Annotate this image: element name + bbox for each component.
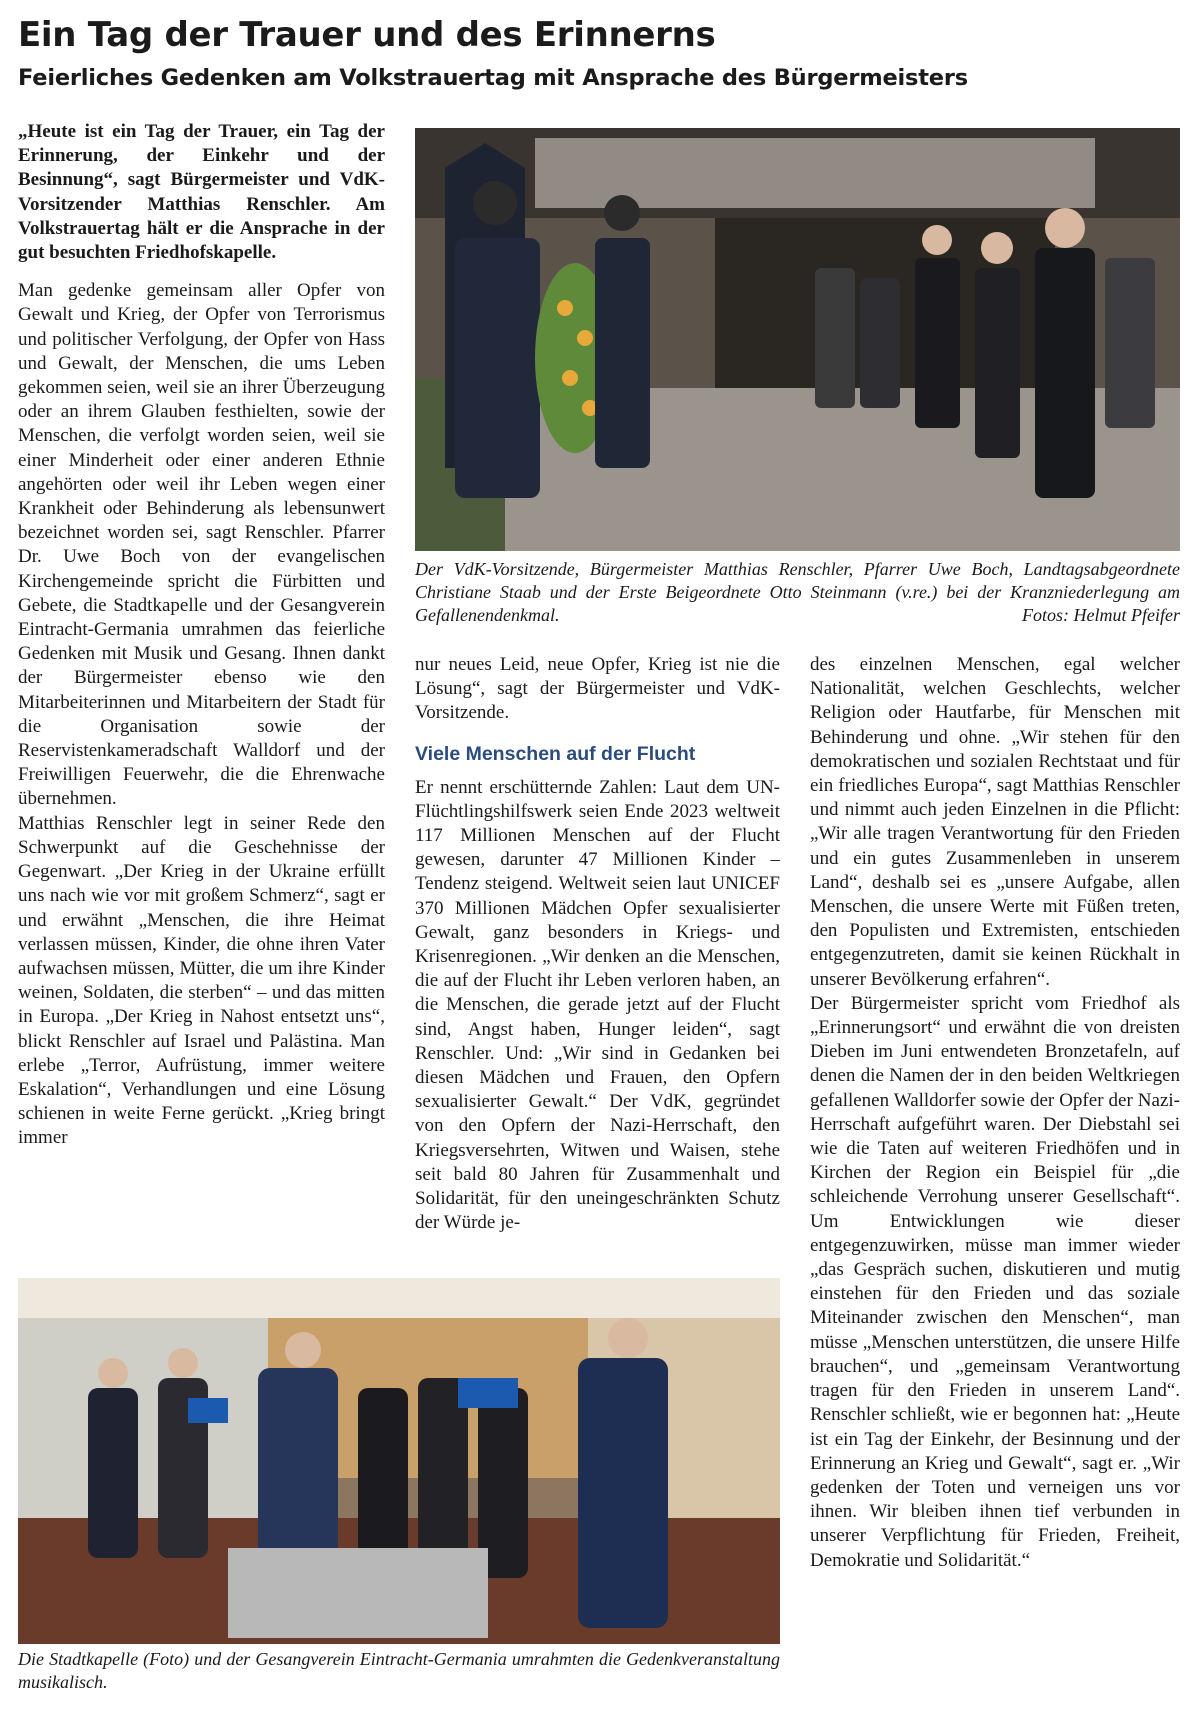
headline: Ein Tag der Trauer und des Erinnerns: [18, 15, 716, 55]
photo-caption-bottom: Die Stadtkapelle (Foto) und der Gesangverein Eintracht-Germania umrahmten die Gedenkveranstaltung musikalisch.: [18, 1649, 780, 1692]
body-paragraph: Er nennt erschütternde Zahlen: Laut dem UN-Flüchtlingshilfswerk seien Ende 2023 weltweit 117 Millionen Menschen auf der Flucht gewesen, darunter 47 Millionen Kinder – Tendenz steigend. Weltweit seien laut UNICEF 370 Millionen Mädchen Opfer sexualisierter Gewalt, ganz besonders in Kriegs- und Krisenregionen. „Wir denken an die Menschen, die auf der Flucht ihr Leben verloren haben, an die Menschen, die gerade jetzt auf der Flucht sind, Angst haben, Hunger leiden“, sagt Renschler. Und: „Wir sind in Gedanken bei diesen Mädchen und Frauen, den Opfern sexualisierter Gewalt.“ Der VdK, gegründet von den Opfern der Nazi-Herrschaft, den Kriegsversehrten, Witwen und Waisen, stehe seit bald 80 Jahren für Zusammenhalt und Solidarität, für den uneingeschränkten Schutz der Würde je-: [415, 776, 780, 1234]
body-paragraph: Man gedenke gemeinsam aller Opfer von Gewalt und Krieg, der Opfer von Terrorismus und politischer Verfolgung, der Opfer von Hass und Gewalt, der Menschen, die ums Leben gekommen seien, weil sie an ihrer Überzeugung oder an ihrem Glauben festhielten, sowie der Menschen, die verfolgt worden seien, weil sie einer Minderheit oder einer anderen Ethnie angehörten oder weil ihr Leben wegen einer Krankheit oder Behinderung als lebensunwert bezeichnet worden sei, sagt Renschler. Pfarrer Dr. Uwe Boch von der evangelischen Kirchengemeinde spricht die Fürbitten und Gebete, die Stadtkapelle und der Gesangverein Eintracht-Germania umrahmen das feierliche Gedenken mit Musik und Gesang. Ihnen dankt der Bürgermeister ebenso wie den Mitarbeiterinnen und Mitarbeitern der Stadt für die Organisation sowie der Reservistenkameradschaft Walldorf und der Freiwilligen Feuerwehr, die die Ehrenwache übernehmen.: [18, 280, 385, 810]
photo-caption-top: [415, 558, 1180, 627]
article-column-3: [810, 653, 1180, 1573]
band-illustration: [18, 1278, 780, 1644]
wreath-ceremony-illustration: [415, 128, 1180, 551]
wreath-ceremony-photo: [415, 128, 1180, 551]
lead-paragraph: „Heute ist ein Tag der Trauer, ein Tag der Erinnerung, der Einkehr und der Besinnung“, sagt Bürgermeister und VdK-Vorsitzender Matthias Renschler. Am Volkstrauertag hält er die Ansprache in der gut besuchten Friedhofskapelle.: [18, 121, 385, 264]
article-column-2: [415, 653, 780, 1235]
section-subheading: Viele Menschen auf der Flucht: [415, 742, 696, 765]
body-paragraph: des einzelnen Menschen, egal welcher Nationalität, welchen Geschlechts, welcher Religion oder Hautfarbe, für Menschen mit Behinderung und ohne. „Wir stehen für den demokratischen und sozialen Rechtstaat und für ein friedliches Europa“, sagt Matthias Renschler und nimmt auch jeden Einzelnen in die Pflicht: „Wir alle tragen Verantwortung für den Frieden und ein gutes Zusammenleben in unserem Land“, deshalb sei es „unsere Aufgabe, allen Menschen, die unsere Werte mit Füßen treten, den Populisten und Extremisten, entschieden entgegenzutreten, damit sie keinen Rückhalt in unserer Bevölkerung erfahren“.: [810, 654, 1180, 990]
band-photo: [18, 1278, 780, 1644]
subheadline: Feierliches Gedenken am Volkstrauertag mit Ansprache des Bürgermeisters: [18, 65, 968, 91]
body-paragraph: nur neues Leid, neue Opfer, Krieg ist nie die Lösung“, sagt der Bürgermeister und VdK-Vorsitzende.: [415, 654, 780, 724]
body-paragraph: Matthias Renschler legt in seiner Rede den Schwerpunkt auf die Geschehnisse der Gegenwart. „Der Krieg in der Ukraine erfüllt uns nach wie vor mit großem Schmerz“, sagt er und erwähnt „Menschen, die ihre Heimat verlassen müssen, Kinder, die ohne ihren Vater aufwachsen müssen, Mütter, die um ihre Kinder weinen, Soldaten, die sterben“ – und das mitten in Europa. „Der Krieg in Nahost entsetzt uns“, blickt Renschler auf Israel und Palästina. Man erlebe „Terror, Aufrüstung, immer weitere Eskalation“, Verhandlungen und eine Lösung schienen in weite Ferne gerückt. „Krieg bringt immer: [18, 812, 385, 1149]
caption-text: Der VdK-Vorsitzende, Bürgermeister Matthias Renschler, Pfarrer Uwe Boch, Landtagsabgeordnete Christiane Staab und der Erste Beigeordnete Otto Steinmann (v.re.) bei der Kranzniederlegung am Gefallenendenkmal.: [415, 559, 1180, 625]
body-paragraph: Der Bürgermeister spricht vom Friedhof als „Erinnerungsort“ und erwähnt die von dreisten Dieben im Juni entwendeten Bronzetafeln, auf denen die Namen der in den beiden Weltkriegen gefallenen Walldorfer sowie der Opfer der Nazi-Herrschaft aufgeführt waren. Der Diebstahl sei wie die Taten auf weiteren Friedhöfen und in Kirchen der Region ein Beispiel für „die schleichende Verrohung unserer Gesellschaft“. Um Entwicklungen wie dieser entgegenzuwirken, müsse man immer wieder „das Gespräch suchen, diskutieren und mutig einstehen für den Frieden und das soziale Miteinander zwischen den Menschen“, man müsse „Menschen unterstützen, die unsere Hilfe brauchen“, und „gemeinsam Verantwortung tragen für den Frieden in unserem Land“. Renschler schließt, wie er begonnen hat: „Heute ist ein Tag der Einkehr, der Besinnung und der Erinnerung an Krieg und Gewalt“, sagt er. „Wir gedenken der Toten und verneigen uns vor ihnen. Wir bleiben ihnen tief verbunden in unserer Verpflichtung für Frieden, Freiheit, Demokratie und Solidarität.“: [810, 992, 1180, 1571]
photo-credit: Fotos: Helmut Pfeifer: [1022, 605, 1180, 625]
article-column-1: [18, 120, 385, 1151]
